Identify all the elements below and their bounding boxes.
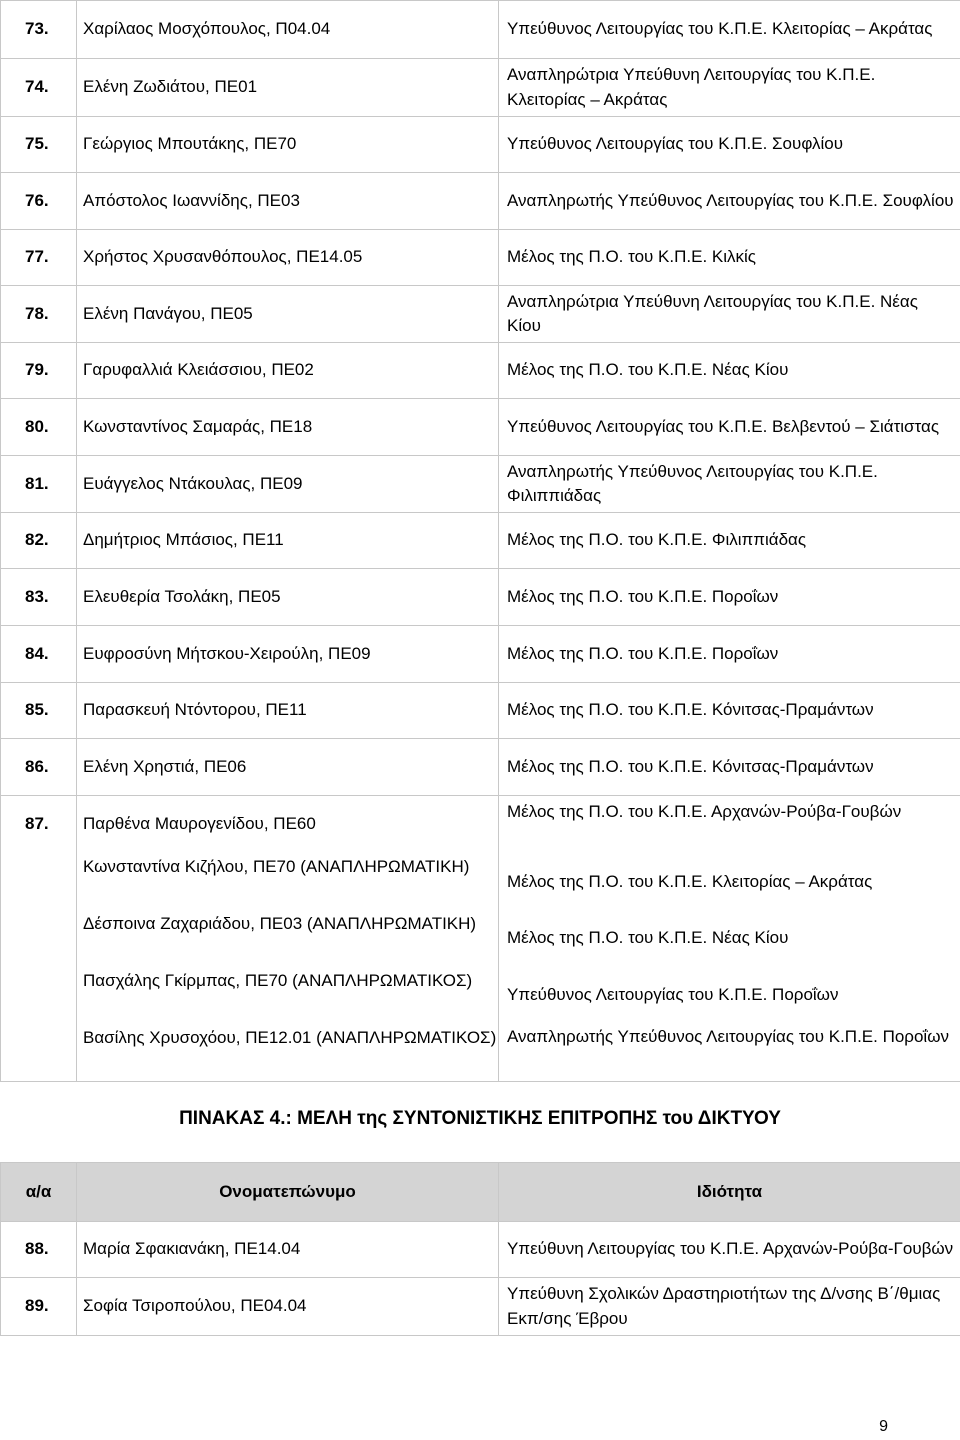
member-name: Βασίλης Χρυσοχόου, ΠΕ12.01 (ΑΝΑΠΛΗΡΩΜΑΤΙΚΟΣ) xyxy=(83,1028,497,1047)
member-role: Μέλος της Π.Ο. του Κ.Π.Ε. Ποροΐων xyxy=(499,626,960,683)
member-name: Παρθένα Μαυρογενίδου, ΠΕ60 xyxy=(83,814,316,833)
member-role: Υπεύθυνος Λειτουργίας του Κ.Π.Ε. Ποροΐων xyxy=(507,985,839,1004)
table-row xyxy=(1,626,960,683)
member-role: Υπεύθυνος Λειτουργίας του Κ.Π.Ε. Κλειτορίας – Ακράτας xyxy=(499,1,960,59)
member-name: Χαρίλαος Μοσχόπουλος, Π04.04 xyxy=(77,1,499,59)
row-number: 75. xyxy=(1,117,77,173)
member-name: Πασχάλης Γκίρμπας, ΠΕ70 (ΑΝΑΠΛΗΡΩΜΑΤΙΚΟΣ) xyxy=(83,971,473,990)
row-number: 73. xyxy=(1,1,77,59)
member-role: Υπεύθυνη Σχολικών Δραστηριοτήτων της Δ/νσης Β΄/θμιας Εκπ/σης Έβρου xyxy=(499,1278,960,1336)
table-header-row xyxy=(1,1163,960,1222)
member-name: Κωνσταντίνος Σαμαράς, ΠΕ18 xyxy=(77,399,499,456)
member-role: Αναπληρώτρια Υπεύθυνη Λειτουργίας του Κ.Π.Ε. Κλειτορίας – Ακράτας xyxy=(499,59,960,117)
row-number: 74. xyxy=(1,59,77,117)
row-number: 87. xyxy=(1,796,77,1082)
member-name: Μαρία Σφακιανάκη, ΠΕ14.04 xyxy=(77,1222,499,1278)
table-row-group xyxy=(1,796,960,1082)
table-row xyxy=(1,683,960,739)
member-name: Απόστολος Ιωαννίδης, ΠΕ03 xyxy=(77,173,499,230)
member-role: Αναπληρωτής Υπεύθυνος Λειτουργίας του Κ.Π.Ε. Ποροΐων xyxy=(507,1027,949,1046)
member-role: Μέλος της Π.Ο. του Κ.Π.Ε. Κόνιτσας-Πραμάντων xyxy=(499,739,960,796)
row-number: 83. xyxy=(1,569,77,626)
row-number: 85. xyxy=(1,683,77,739)
member-role: Μέλος της Π.Ο. του Κ.Π.Ε. Νέας Κίου xyxy=(499,343,960,399)
column-header-name: Ονοματεπώνυμο xyxy=(77,1163,499,1222)
row-number: 88. xyxy=(1,1222,77,1278)
member-role: Μέλος της Π.Ο. του Κ.Π.Ε. Κιλκίς xyxy=(499,230,960,286)
member-name: Χρήστος Χρυσανθόπουλος, ΠΕ14.05 xyxy=(77,230,499,286)
row-number: 81. xyxy=(1,456,77,513)
row-number: 89. xyxy=(1,1278,77,1336)
member-name: Δέσποινα Ζαχαριάδου, ΠΕ03 (ΑΝΑΠΛΗΡΩΜΑΤΙΚΗ) xyxy=(83,914,477,933)
member-name: Κωνσταντίνα Κιζήλου, ΠΕ70 (ΑΝΑΠΛΗΡΩΜΑΤΙΚΗ) xyxy=(83,857,470,876)
table-row xyxy=(1,230,960,286)
table-row xyxy=(1,569,960,626)
table-row xyxy=(1,456,960,513)
member-name: Ελευθερία Τσολάκη, ΠΕ05 xyxy=(77,569,499,626)
table-row xyxy=(1,1278,960,1336)
table-row xyxy=(1,343,960,399)
member-role: Αναπληρωτής Υπεύθυνος Λειτουργίας του Κ.Π.Ε. Φιλιππιάδας xyxy=(499,456,960,513)
row-number: 77. xyxy=(1,230,77,286)
member-name: Σοφία Τσιροπούλου, ΠΕ04.04 xyxy=(77,1278,499,1336)
row-number: 78. xyxy=(1,286,77,343)
member-role: Μέλος της Π.Ο. του Κ.Π.Ε. Κλειτορίας – Ακράτας xyxy=(507,872,873,891)
row-number: 76. xyxy=(1,173,77,230)
member-role: Μέλος της Π.Ο. του Κ.Π.Ε. Ποροΐων xyxy=(499,569,960,626)
table-row xyxy=(1,399,960,456)
table-row xyxy=(1,173,960,230)
member-name: Ελένη Πανάγου, ΠΕ05 xyxy=(77,286,499,343)
column-header-role: Ιδιότητα xyxy=(499,1163,960,1222)
member-role: Μέλος της Π.Ο. του Κ.Π.Ε. Φιλιππιάδας xyxy=(499,513,960,569)
member-name: Γαρυφαλλιά Κλειάσσιου, ΠΕ02 xyxy=(77,343,499,399)
member-name: Ευάγγελος Ντάκουλας, ΠΕ09 xyxy=(77,456,499,513)
row-number: 86. xyxy=(1,739,77,796)
member-name: Δημήτριος Μπάσιος, ΠΕ11 xyxy=(77,513,499,569)
member-role: Αναπληρωτής Υπεύθυνος Λειτουργίας του Κ.Π.Ε. Σουφλίου xyxy=(499,173,960,230)
table-row xyxy=(1,739,960,796)
member-name: Παρασκευή Ντόντορου, ΠΕ11 xyxy=(77,683,499,739)
table-row xyxy=(1,1,960,59)
column-header-number: α/α xyxy=(1,1163,77,1222)
table-caption: ΠΙΝΑΚΑΣ 4.: ΜΕΛΗ της ΣΥΝΤΟΝΙΣΤΙΚΗΣ ΕΠΙΤΡΟΠΗΣ του ΔΙΚΤΥΟΥ xyxy=(179,1108,781,1129)
row-number: 82. xyxy=(1,513,77,569)
member-roles-cell xyxy=(499,796,960,1082)
member-role: Μέλος της Π.Ο. του Κ.Π.Ε. Αρχανών-Ρούβα-Γουβών xyxy=(507,802,902,821)
member-role: Μέλος της Π.Ο. του Κ.Π.Ε. Κόνιτσας-Πραμάντων xyxy=(499,683,960,739)
row-number: 84. xyxy=(1,626,77,683)
table-row xyxy=(1,286,960,343)
member-role: Υπεύθυνος Λειτουργίας του Κ.Π.Ε. Βελβεντού – Σιάτιστας xyxy=(499,399,960,456)
member-name: Ελένη Χρηστιά, ΠΕ06 xyxy=(77,739,499,796)
member-names-cell xyxy=(77,796,499,1082)
page-number: 9 xyxy=(879,1418,888,1435)
member-role: Υπεύθυνος Λειτουργίας του Κ.Π.Ε. Σουφλίου xyxy=(499,117,960,173)
member-name: Ευφροσύνη Μήτσκου-Χειρούλη, ΠΕ09 xyxy=(77,626,499,683)
member-role: Αναπληρώτρια Υπεύθυνη Λειτουργίας του Κ.Π.Ε. Νέας Κίου xyxy=(499,286,960,343)
member-role: Μέλος της Π.Ο. του Κ.Π.Ε. Νέας Κίου xyxy=(507,928,789,947)
table-row xyxy=(1,59,960,117)
row-number: 79. xyxy=(1,343,77,399)
member-name: Ελένη Ζωδιάτου, ΠΕ01 xyxy=(77,59,499,117)
table-row xyxy=(1,117,960,173)
row-number: 80. xyxy=(1,399,77,456)
coordination-committee-table xyxy=(0,1162,960,1336)
member-role: Υπεύθυνη Λειτουργίας του Κ.Π.Ε. Αρχανών-Ρούβα-Γουβών xyxy=(499,1222,960,1278)
table-row xyxy=(1,1222,960,1278)
table-row xyxy=(1,513,960,569)
member-name: Γεώργιος Μπουτάκης, ΠΕ70 xyxy=(77,117,499,173)
